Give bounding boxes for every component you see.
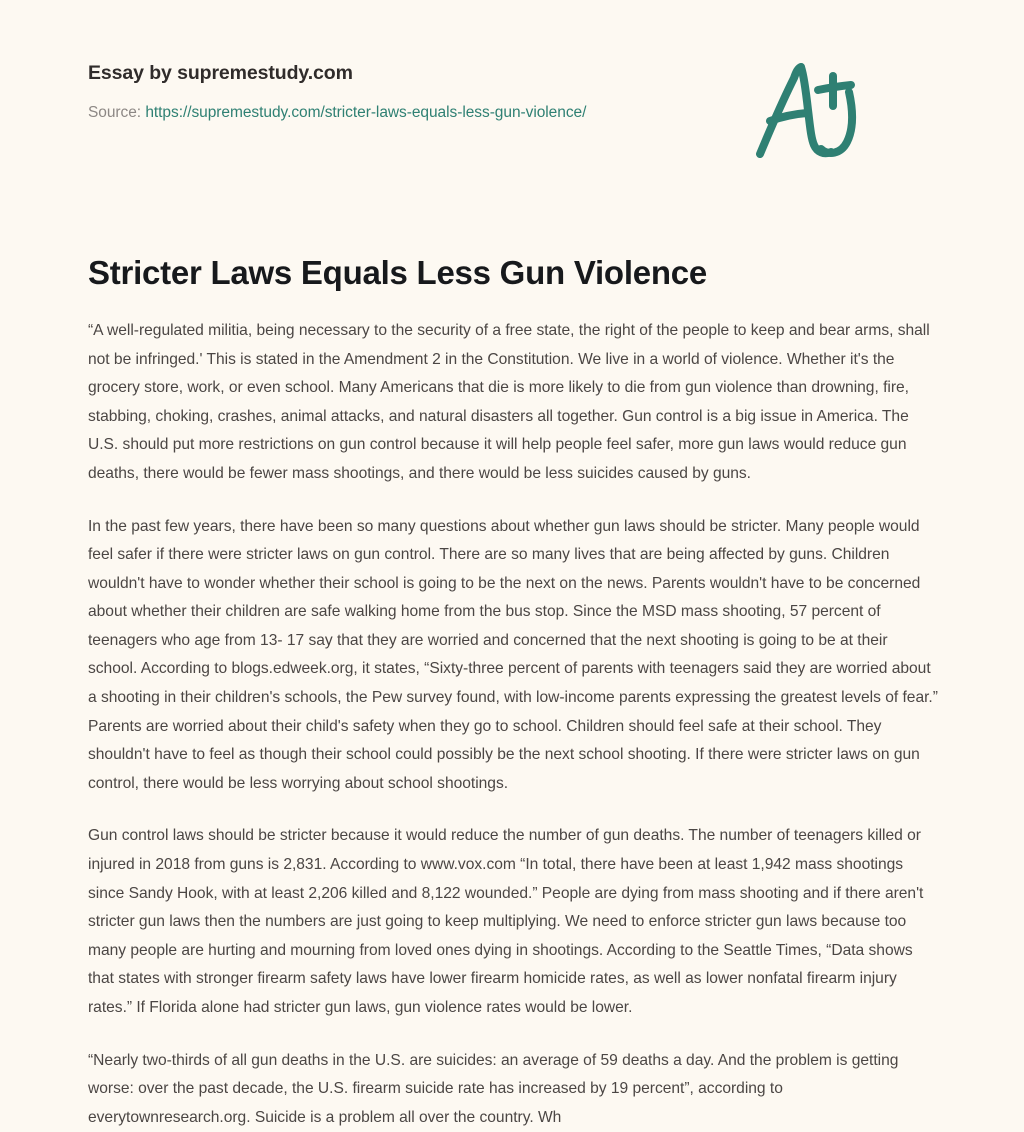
source-label: Source: (88, 104, 142, 122)
paragraph: “Nearly two-thirds of all gun deaths in the U.S. are suicides: an average of 59 deaths a day. And the problem is getting worse: over the past decade, the U.S. firearm suicide rate has increased by 19 percent”, according to everytownresearch.org. Suicide is a problem all over the country. Wh (88, 1051, 899, 1126)
paragraph: Gun control laws should be stricter because it would reduce the number of gun deaths. The number of teenagers killed or injured in 2018 from guns is 2,831. According to www.vox.com “In total, there have been at least 1,942 mass shootings since Sandy Hook, with at least 2,206 killed and 8,122 wounded.” People are dying from mass shooting and if there aren't stricter gun laws then the numbers are just going to keep multiplying. We need to enforce stricter gun laws because too many people are hurting and mourning from loved ones dying in shootings. According to the Seattle Times, “Data shows that states with stronger firearm safety laws have lower firearm homicide rates, as well as lower nonfatal firearm injury rates.” If Florida alone had stricter gun laws, gun violence rates would be lower. (88, 827, 924, 1016)
paragraph: “A well-regulated militia, being necessary to the security of a free state, the right of the people to keep and bear arms, shall not be infringed.' This is stated in the Amendment 2 in the Constitution. We live in a world of violence. Whether it's the grocery store, work, or even school. Many Americans that die is more likely to die from gun violence than drowning, fire, stabbing, choking, crashes, animal attacks, and natural disasters all together. Gun control is a big issue in America. The U.S. should put more restrictions on gun control because it will help people feel safer, more gun laws would reduce gun deaths, there would be fewer mass shootings, and there would be less suicides caused by guns. (88, 321, 930, 482)
aplus-logo-icon (748, 58, 866, 162)
page-header (88, 0, 936, 128)
aplus-logo (748, 58, 866, 162)
article-body (88, 317, 940, 1132)
essay-byline: Essay by supremestudy.com (88, 62, 353, 84)
paragraph: In the past few years, there have been so many questions about whether gun laws should be stricter. Many people would feel safer if there were stricter laws on gun control. There are so many lives that are being affected by guns. Children wouldn't have to wonder whether their school is going to be the next on the news. Parents wouldn't have to be concerned about whether their children are safe walking home from the bus stop. Since the MSD mass shooting, 57 percent of teenagers who age from 13- 17 say that they are worried and concerned that the next shooting is going to be at their school. According to blogs.edweek.org, it states, “Sixty-three percent of parents with teenagers said they are worried about a shooting in their children's schools, the Pew survey found, with low-income parents expressing the greatest levels of fear.” Parents are worried about their child's safety when they go to school. Children should feel safe at their school. They shouldn't have to feel as though their school could possibly be the next school shooting. If there were stricter laws on gun control, there would be less worrying about school shootings. (88, 517, 938, 792)
source-url-link[interactable]: https://supremestudy.com/stricter-laws-equals-less-gun-violence/ (145, 104, 587, 122)
page-title: Stricter Laws Equals Less Gun Violence (88, 254, 707, 291)
